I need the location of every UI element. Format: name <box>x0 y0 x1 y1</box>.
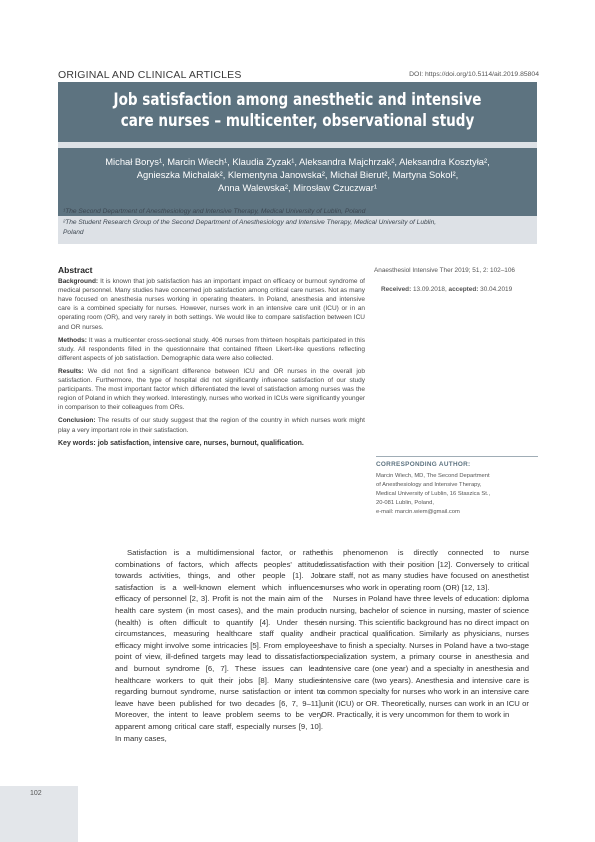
conclusion-label: Conclusion: <box>58 417 96 425</box>
body-paragraph: Satisfaction is a multidimensional factor, or rather combinations of factors, which affects peoples' attitude towards activities, things, and other people [1]. Job satisfaction is a well-known element which influences efficacy of personnel [2, 3]. Profit is not the main aim of the health care system (in most cases), and the main product (health) is often difficult to quantify [4]. Under these circumstances, measuring healthcare staff quality and efficacy might involve some intricacies [5]. From employees' point of view, ill-defined targets may lead to dissatisfaction and burnout syndrome [6, 7]. These issues can lead healthcare workers to quit their jobs [8]. Many studies regarding burnout syndrome, nurse satisfaction or intent to leave have been published for two decades [6, 7, 9–11]. Moreover, the intent to leave problem seems to be very apparent among critical care staff, especially nurses [9, 10]. In many cases, <box>115 548 323 743</box>
corresponding-author-heading: CORRESPONDING AUTHOR: <box>376 456 538 469</box>
title-line-2: care nurses – multicenter, observational study <box>120 111 475 130</box>
accepted-label: accepted: <box>448 286 479 293</box>
abstract-results <box>58 367 365 412</box>
corr-line-1: Marcin Wiech, MD, The Second Department <box>376 473 490 479</box>
authors-line-3: Anna Walewska², Mirosław Czuczwar¹ <box>217 182 378 194</box>
corr-email[interactable]: e-mail: marcin.wiem@gmail.com <box>376 509 460 515</box>
corr-line-2: of Anesthesiology and Intensive Therapy, <box>376 482 482 488</box>
conclusion-text: The results of our study suggest that the region of the country in which nurses work might play a very important role in their satisfaction. <box>58 417 365 434</box>
affiliations <box>63 207 533 239</box>
keywords <box>58 439 365 448</box>
keywords-text: job satisfaction, intensive care, nurses, burnout, qualification. <box>97 439 304 447</box>
author-list <box>68 155 527 195</box>
section-label: ORIGINAL AND CLINICAL ARTICLES <box>58 69 242 81</box>
affiliation-2: ²The Student Research Group of the Second Department of Anesthesiology and Intensive Therapy, Medical University of Lublin, <box>63 218 437 226</box>
methods-text: It was a multicenter cross-sectional study. 406 nurses from thirteen hospitals participated in this study. All respondents filled in the questionnaire that contained fifteen Likert-like questions reflecting different aspects of job satisfaction. Demographic data were also collected. <box>58 336 365 362</box>
corr-line-3: Medical University of Lublin, 16 Staszica St., <box>376 491 491 497</box>
corresponding-author <box>376 456 538 517</box>
body-paragraph: Nurses in Poland have three levels of education: diploma in nursing, bachelor of science in nursing, master of science in nursing. This scientific background has no direct impact on their practical qualification. Similarly as physicians, nurses have to finish a specialty. Nurses in Poland have a two-stage specialization system, a primary course in anesthesia and intensive care (one year) and a specialty in anesthesia and intensive care (two years). Anesthesia and intensive care is a common specialty for nurses who work in an intensive care unit (ICU) or OR. Theoretically, nurses can work in an ICU or OR. Practically, it is very uncommon for them to work in <box>321 594 529 720</box>
title-line-1: Job satisfaction among anesthetic and intensive <box>113 90 482 109</box>
body-column-right <box>321 547 529 721</box>
corr-line-4: 20-081 Lublin, Poland, <box>376 500 435 506</box>
body-column-left <box>115 547 323 744</box>
authors-line-1: Michał Borys¹, Marcin Wiech¹, Klaudia Zyzak¹, Aleksandra Majchrzak², Aleksandra Kosztyła², <box>105 156 490 167</box>
received-accepted <box>381 286 512 293</box>
results-text: We did not find a significant difference between ICU and OR nurses in the overall job satisfaction. Furthermore, the type of hospital did not significantly influence satisfaction of our study participants. The most important factor which differentiated the level of satisfaction among nurses was the region of Poland in which they worked. Interestingly, nurses who worked in ICUs were significantly younger in comparison to their colleagues from ORs. <box>58 367 365 412</box>
received-date: 13.09.2018, <box>412 286 447 293</box>
doi-link[interactable]: DOI: https://doi.org/10.5114/ait.2019.85804 <box>409 71 539 78</box>
abstract-conclusion <box>58 416 365 434</box>
affiliation-2-cont: Poland <box>63 229 84 236</box>
results-label: Results: <box>58 367 84 375</box>
accepted-date: 30.04.2019 <box>480 286 513 293</box>
keywords-label: Key words: <box>58 439 96 447</box>
received-label: Received: <box>381 286 412 293</box>
body-paragraph: this phenomenon is directly connected to nurse dissatisfaction with their position [12]. Conversely to critical care staff, not as many studies have focused on anesthetist nurses who work in operating room (OR) [12, 13]. <box>321 548 529 592</box>
affiliation-1: ¹The Second Department of Anesthesiology and Intensive Therapy, Medical University of Lublin, Poland <box>63 208 366 215</box>
journal-reference: Anaesthesiol Intensive Ther 2019; 51, 2: 102–106 <box>374 267 515 274</box>
authors-block <box>58 148 537 216</box>
abstract <box>58 266 365 452</box>
abstract-background <box>58 277 365 332</box>
title-block <box>58 82 537 142</box>
background-text: It is known that job satisfaction has an important impact on efficacy or burnout syndrome of medical personnel. Many studies have concerned job satisfaction among critical care nurses. Not as many have focused on anesthesia nurses working in operating theaters. In Poland, anesthesia and intensive care is a combined specialty for nurses. However, nurses work in an intensive care unit (ICU) or in an operating room (OR), and very rarely in both settings. We would like to compare satisfaction between ICU and OR nurses. <box>58 278 365 331</box>
abstract-methods <box>58 336 365 363</box>
methods-label: Methods: <box>58 336 87 344</box>
background-label: Background: <box>58 278 99 286</box>
article-header-banner <box>58 82 537 244</box>
page-number: 102 <box>30 790 42 797</box>
authors-line-2: Agnieszka Michalak², Klementyna Janowska², Michał Bierut², Martyna Sokol², <box>136 169 459 181</box>
article-title <box>101 89 494 131</box>
abstract-heading: Abstract <box>58 265 93 275</box>
